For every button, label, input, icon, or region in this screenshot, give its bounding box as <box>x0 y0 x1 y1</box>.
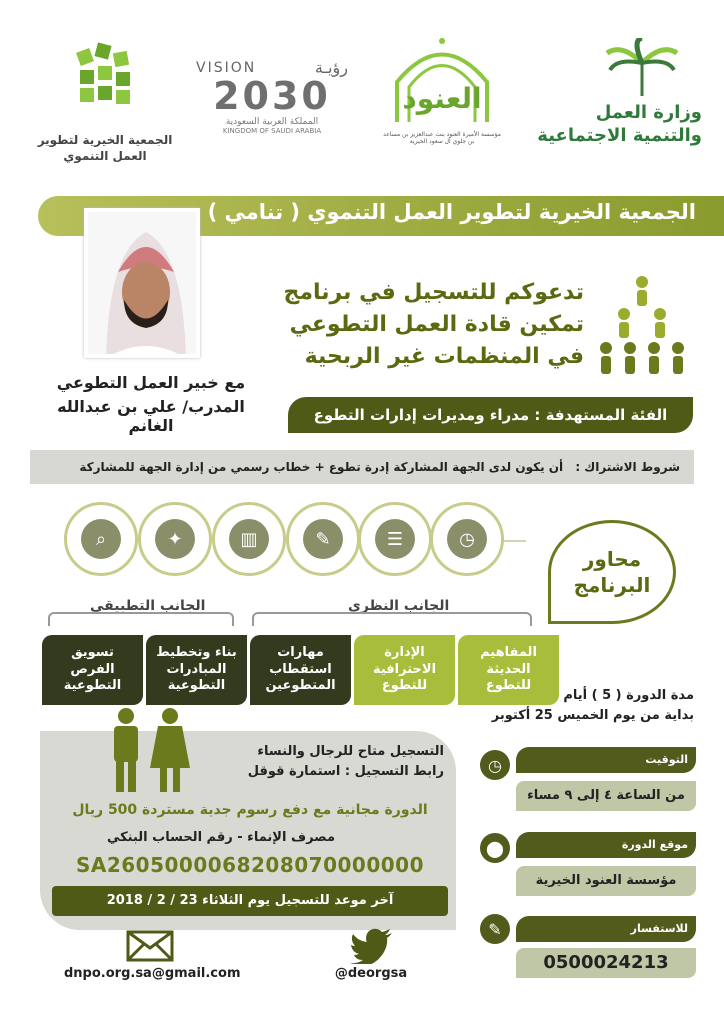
contact-value[interactable]: 0500024213 <box>516 948 696 978</box>
practical-label: الجانب التطبيقي <box>90 598 206 614</box>
anood-logo <box>382 32 502 145</box>
iban: SA2605000068208070000000 <box>75 853 425 877</box>
tanami-logo <box>30 40 180 164</box>
document-icon: ✎ <box>303 519 343 559</box>
conditions-bar <box>30 450 694 484</box>
axis-marketing-opportunities: تسويق الفرص التطوعية <box>42 635 143 705</box>
time-icon-wrap <box>480 750 510 780</box>
location-label: موقع الدورة <box>516 832 696 858</box>
vision-2030-logo <box>196 58 348 135</box>
practical-bracket <box>48 612 234 626</box>
tanami-name: الجمعية الخيرية لتطوير العمل التنموي <box>37 133 173 164</box>
location-icon-wrap <box>480 833 510 863</box>
axis-circle-3 <box>286 502 360 576</box>
theoretical-label: الجانب النظري <box>348 598 450 614</box>
axis-circle-1 <box>430 502 504 576</box>
registration-open-to: التسجيل متاح للرجال والنساء <box>257 744 444 759</box>
vision-title: VISION <box>196 59 257 76</box>
clock-icon: ◷ <box>488 755 502 775</box>
bulb-icon: ✦ <box>155 519 195 559</box>
conditions-text: أن يكون لدى الجهة المشاركة إدرة تطوع + خطاب رسمي من إدارة الجهة للمشاركة <box>79 460 564 474</box>
invite-line-3: في المنظمات غير الربحية <box>304 344 584 369</box>
axis-circle-5 <box>138 502 212 576</box>
axis-circle-2 <box>358 502 432 576</box>
vision-year: 2030 <box>213 74 331 118</box>
duration-line-1: مدة الدورة ( 5 ) أيام <box>563 688 694 703</box>
target-audience: الفئة المستهدفة : مدراء ومديرات إدارات التطوع <box>288 397 693 433</box>
twitter-icon <box>350 928 394 964</box>
people-pyramid-icon <box>594 272 690 380</box>
axis-circle-4 <box>212 502 286 576</box>
twitter-handle[interactable]: @deorgsa <box>334 966 408 981</box>
search-icon: ⌕ <box>81 519 121 559</box>
email-link[interactable]: dnpo.org.sa@gmail.com <box>64 966 241 981</box>
trainer-photo <box>84 208 200 358</box>
email-icon <box>126 930 174 962</box>
banner-title: الجمعية الخيرية لتطوير العمل التنموي ( تنامي ) <box>207 200 696 224</box>
registration-link[interactable]: رابط التسجيل : استمارة قوقل <box>247 764 444 779</box>
conditions-label: شروط الاشتراك : <box>575 460 680 474</box>
axis-building-initiatives: بناء وتخطيط المبادرات التطوعية <box>146 635 247 705</box>
clock-icon: ◷ <box>447 519 487 559</box>
axis-professional-management: الإدارة الاحترافية للتطوع <box>354 635 455 705</box>
palm-icon <box>602 38 682 98</box>
vision-arabic: رؤيـة <box>314 58 348 77</box>
contact-icon-wrap <box>480 914 510 944</box>
invite-line-1: تدعوكم للتسجيل في برنامج <box>283 280 584 305</box>
trainer-line-2: المدرب/ علي بن عبدالله الغانم <box>57 397 245 435</box>
bank-info: مصرف الإنماء - رقم الحساب البنكي <box>106 830 336 845</box>
axis-modern-concepts: المفاهيم الحديثة للتطوع <box>458 635 559 705</box>
vision-country-en: KINGDOM OF SAUDI ARABIA <box>222 126 322 135</box>
pin-icon: ⬤ <box>486 838 504 858</box>
axes-title-bubble <box>548 520 676 624</box>
registration-deadline: آخر موعد للتسجيل يوم الثلاثاء 23 / 2 / 2018 <box>52 886 448 916</box>
anood-name: العنود <box>402 82 482 115</box>
anood-sub: مؤسسة الأميرة العنود بنت عبدالعزيز بن مساعد بن جلوي آل سعود الخيرية <box>383 131 501 146</box>
trainer-line-1: مع خبير العمل التطوعي <box>56 373 246 392</box>
trainer-portrait-icon <box>88 212 200 358</box>
tanami-emblem-icon <box>70 40 140 110</box>
axis-attracting-volunteers: مهارات استقطاب المتطوعين <box>250 635 351 705</box>
contact-label: للاستفسار <box>516 916 696 942</box>
database-icon: ☰ <box>375 519 415 559</box>
vision-country-ar: المملكة العربية السعودية <box>225 116 319 127</box>
time-label: التوقيت <box>516 747 696 773</box>
theoretical-bracket <box>252 612 532 626</box>
men-women-icon <box>104 708 194 794</box>
location-value: مؤسسة العنود الخيرية <box>516 866 696 896</box>
presentation-icon: ▥ <box>229 519 269 559</box>
duration-line-2: بداية من يوم الخميس 25 أكتوبر <box>491 708 694 723</box>
registration-fee: الدورة مجانية مع دفع رسوم جدية مستردة 500 ريال <box>72 802 428 818</box>
axis-circle-6 <box>64 502 138 576</box>
invite-line-2: تمكين قادة العمل التطوعي <box>289 312 584 337</box>
axes-title: محاور البرنامج <box>573 547 651 597</box>
time-value: من الساعة ٤ إلى ٩ مساء <box>516 781 696 811</box>
ministry-logo <box>512 38 702 147</box>
ministry-name: وزارة العمل والتنمية الاجتماعية <box>537 102 702 146</box>
edit-icon: ✎ <box>488 919 502 939</box>
